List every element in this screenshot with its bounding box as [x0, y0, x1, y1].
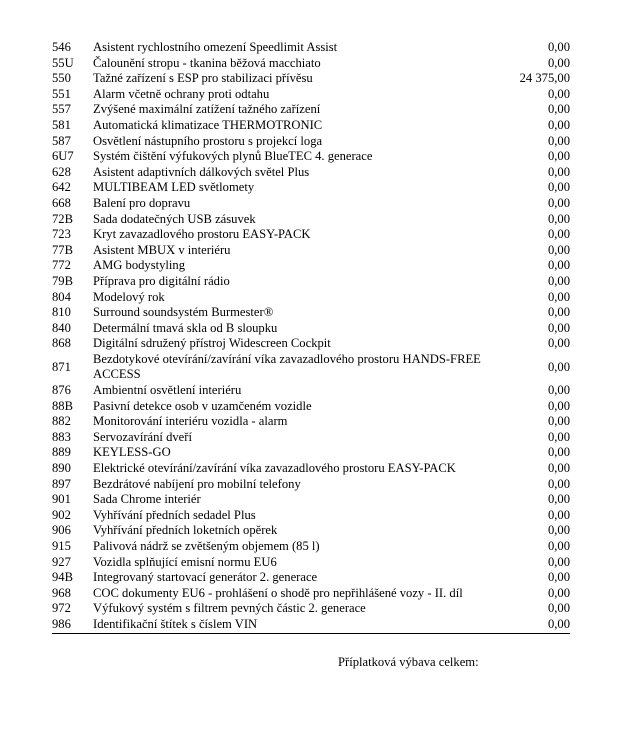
option-description: Osvětlení nástupního prostoru s projekcí loga	[93, 133, 323, 148]
equipment-row	[52, 180, 570, 196]
equipment-list	[52, 40, 570, 634]
option-price: 0,00	[547, 320, 570, 335]
option-price: 24 375,00	[519, 71, 570, 86]
option-description: Palivová nádrž se zvětšeným objemem (85 l)	[93, 539, 320, 553]
option-code: 890	[52, 461, 71, 476]
option-price: 0,00	[547, 55, 570, 70]
equipment-row	[52, 461, 570, 477]
option-code: 551	[52, 86, 71, 101]
option-description: Identifikační štítek s číslem VIN	[93, 617, 485, 633]
equipment-row	[52, 290, 570, 306]
option-description: Ambientní osvětlení interiéru	[93, 383, 242, 398]
equipment-row	[52, 321, 570, 337]
option-description: Asistent adaptivních dálkových světel Plus	[93, 164, 310, 179]
option-code: 581	[52, 117, 71, 132]
option-price: 0,00	[547, 429, 570, 444]
option-price: 0,00	[547, 227, 570, 242]
option-price: 0,00	[485, 617, 570, 633]
option-code: 810	[52, 305, 71, 320]
equipment-row	[52, 165, 570, 181]
equipment-row	[52, 227, 570, 243]
option-description: Digitální sdružený přístroj Widescreen Cockpit	[93, 336, 331, 351]
option-description: Příprava pro digitální rádio	[93, 273, 230, 288]
equipment-row	[52, 555, 570, 571]
option-description: COC dokumenty EU6 - prohlášení o shodě pro nepřihlášené vozy - II. díl	[93, 585, 463, 600]
option-description: Determální tmavá skla od B sloupku	[93, 320, 278, 335]
option-description: Monitorování interiéru vozidla - alarm	[93, 414, 288, 429]
option-description: Čalounění stropu - tkanina běžová macchiato	[93, 55, 321, 70]
equipment-row	[52, 305, 570, 321]
option-description: Zvýšené maximální zatížení tažného zařízení	[93, 102, 321, 117]
option-code: 72B	[52, 211, 73, 226]
option-description: Bezdrátové nabíjení pro mobilní telefony	[93, 476, 301, 491]
equipment-row	[52, 508, 570, 524]
option-description: Surround soundsystém Burmester®	[93, 305, 274, 320]
option-description: Bezdotykové otevírání/zavírání víka zavazadlového prostoru HANDS-FREE ACCESS	[93, 351, 481, 382]
option-price: 0,00	[547, 554, 570, 569]
option-code: 871	[52, 359, 71, 374]
option-price: 0,00	[547, 40, 570, 54]
option-code: 882	[52, 414, 71, 429]
option-description: Sada Chrome interiér	[93, 492, 201, 507]
option-description: Vyhřívání předních loketních opěrek	[93, 523, 278, 538]
option-description: Balení pro dopravu	[93, 195, 191, 210]
option-code: 557	[52, 102, 71, 117]
equipment-row	[52, 414, 570, 430]
option-code: 6U7	[52, 149, 74, 164]
equipment-row	[52, 570, 570, 586]
equipment-row	[52, 430, 570, 446]
option-price: 0,00	[547, 117, 570, 132]
option-price: 0,00	[547, 461, 570, 476]
equipment-row	[52, 102, 570, 118]
option-price: 0,00	[547, 86, 570, 101]
option-price: 0,00	[547, 273, 570, 288]
equipment-row	[52, 492, 570, 508]
option-description: Asistent MBUX v interiéru	[93, 242, 231, 257]
option-code: 883	[52, 429, 71, 444]
option-description: Modelový rok	[93, 289, 165, 304]
equipment-table	[52, 40, 570, 634]
option-description: AMG bodystyling	[93, 258, 186, 273]
equipment-row	[52, 56, 570, 72]
equipment-row	[52, 586, 570, 602]
equipment-row	[52, 274, 570, 290]
option-code: 889	[52, 445, 71, 460]
option-price: 0,00	[547, 507, 570, 522]
option-code: 88B	[52, 398, 73, 413]
equipment-rows	[52, 40, 570, 633]
option-code: 79B	[52, 273, 73, 288]
equipment-row	[52, 352, 570, 383]
option-code: 546	[52, 40, 71, 54]
option-price: 0,00	[547, 180, 570, 195]
option-code: 876	[52, 383, 71, 398]
option-description: Vyhřívání předních sedadel Plus	[93, 507, 256, 522]
option-code: 927	[52, 554, 71, 569]
option-price: 0,00	[547, 305, 570, 320]
equipment-row	[52, 40, 570, 56]
option-code: 968	[52, 585, 71, 600]
option-description: Sada dodatečných USB zásuvek	[93, 211, 256, 226]
option-description: Systém čištění výfukových plynů BlueTEC 4. generace	[93, 149, 373, 164]
option-code: 986	[52, 617, 93, 633]
equipment-row	[52, 258, 570, 274]
equipment-row	[52, 336, 570, 352]
option-description: Výfukový systém s filtrem pevných částic 2. generace	[93, 601, 366, 616]
option-description: Vozidla splňující emisní normu EU6	[93, 554, 277, 569]
option-code: 55U	[52, 55, 74, 70]
option-code: 642	[52, 180, 71, 195]
equipment-row	[52, 445, 570, 461]
option-price: 0,00	[547, 242, 570, 257]
option-price: 0,00	[547, 585, 570, 600]
option-description: Automatická klimatizace THERMOTRONIC	[93, 117, 323, 132]
option-code: 972	[52, 601, 71, 616]
extra-equipment-total-label: Příplatková výbava celkem:	[338, 655, 479, 669]
equipment-row	[52, 196, 570, 212]
option-code: 94B	[52, 570, 73, 585]
option-code: 902	[52, 507, 71, 522]
equipment-row	[52, 118, 570, 134]
option-code: 897	[52, 476, 71, 491]
option-code: 901	[52, 492, 71, 507]
option-code: 772	[52, 258, 71, 273]
option-code: 804	[52, 289, 71, 304]
option-description: Servozavírání dveří	[93, 429, 192, 444]
option-price: 0,00	[547, 601, 570, 616]
option-price: 0,00	[547, 383, 570, 398]
equipment-row	[52, 477, 570, 493]
option-description: Tažné zařízení s ESP pro stabilizaci přívěsu	[93, 71, 313, 86]
option-price: 0,00	[547, 539, 570, 553]
option-code: 550	[52, 71, 71, 86]
option-price: 0,00	[547, 149, 570, 164]
option-price: 0,00	[547, 289, 570, 304]
equipment-row	[52, 149, 570, 165]
option-code: 628	[52, 164, 71, 179]
option-code: 668	[52, 195, 71, 210]
option-price: 0,00	[547, 258, 570, 273]
equipment-row	[52, 601, 570, 617]
equipment-row	[52, 617, 570, 633]
option-description: Integrovaný startovací generátor 2. generace	[93, 570, 318, 585]
option-price: 0,00	[547, 570, 570, 585]
option-price: 0,00	[547, 195, 570, 210]
option-price: 0,00	[547, 492, 570, 507]
equipment-row	[52, 383, 570, 399]
option-price: 0,00	[547, 476, 570, 491]
equipment-row	[52, 399, 570, 415]
equipment-row	[52, 87, 570, 103]
option-code: 915	[52, 539, 71, 553]
option-price: 0,00	[547, 336, 570, 351]
option-description: KEYLESS-GO	[93, 445, 171, 460]
option-price: 0,00	[547, 445, 570, 460]
equipment-row	[52, 134, 570, 150]
option-description: Alarm včetně ochrany proti odtahu	[93, 86, 270, 101]
option-code: 840	[52, 320, 71, 335]
option-description: Asistent rychlostního omezení Speedlimit Assist	[93, 40, 338, 54]
option-description: Pasivní detekce osob v uzamčeném vozidle	[93, 398, 312, 413]
equipment-row	[52, 71, 570, 87]
equipment-row	[52, 212, 570, 228]
option-code: 868	[52, 336, 71, 351]
option-code: 906	[52, 523, 71, 538]
option-price: 0,00	[547, 523, 570, 538]
option-description: Elektrické otevírání/zavírání víka zavazadlového prostoru EASY-PACK	[93, 461, 456, 476]
option-price: 0,00	[547, 359, 570, 374]
option-price: 0,00	[547, 164, 570, 179]
option-price: 0,00	[547, 211, 570, 226]
option-description: MULTIBEAM LED světlomety	[93, 180, 255, 195]
option-price: 0,00	[547, 102, 570, 117]
option-price: 0,00	[547, 133, 570, 148]
equipment-row	[52, 523, 570, 539]
option-code: 587	[52, 133, 71, 148]
equipment-row	[52, 539, 570, 555]
option-price: 0,00	[547, 398, 570, 413]
option-code: 77B	[52, 242, 73, 257]
option-price: 0,00	[547, 414, 570, 429]
equipment-row	[52, 243, 570, 259]
option-description: Kryt zavazadlového prostoru EASY-PACK	[93, 227, 311, 242]
option-code: 723	[52, 227, 71, 242]
